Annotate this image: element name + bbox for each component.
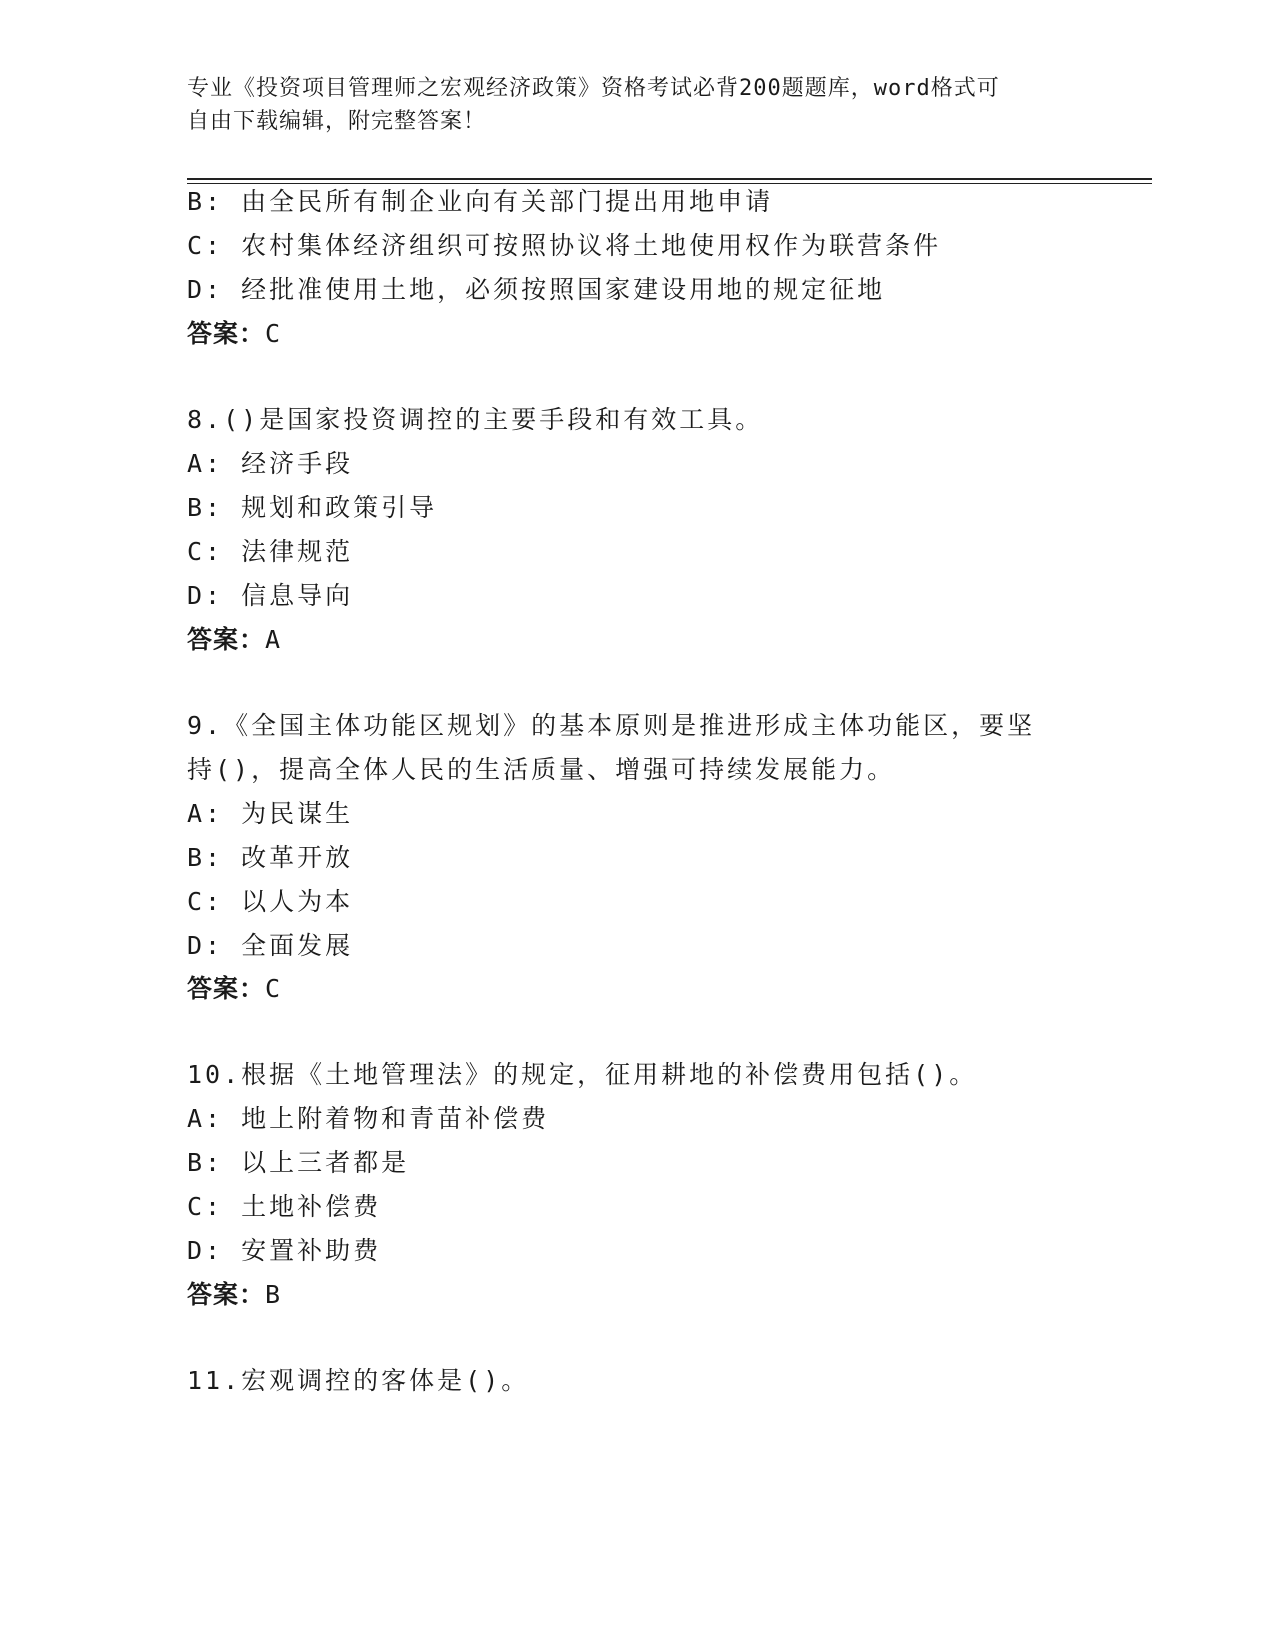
prev-option-c: C: 农村集体经济组织可按照协议将土地使用权作为联营条件 [187,231,942,260]
q8-option-a: A: 经济手段 [187,449,354,478]
document-header [187,72,1067,138]
header-divider-thick [187,178,1152,180]
q9-stem-line-1: 9.《全国主体功能区规划》的基本原则是推进形成主体功能区，要坚 [187,711,1036,740]
q9-stem-line-2: 持()，提高全体人民的生活质量、增强可持续发展能力。 [187,755,896,784]
answer-label: 答案： [187,625,266,654]
q10-answer [187,1277,281,1313]
q10-option-b: B: 以上三者都是 [187,1148,410,1177]
answer-label: 答案： [187,974,266,1003]
q9-option-b: B: 改革开放 [187,843,354,872]
answer-value: C [265,974,282,1003]
answer-label: 答案： [187,319,266,348]
q8-answer [187,622,281,658]
q10-option-d: D: 安置补助费 [187,1236,382,1265]
q8-option-c: C: 法律规范 [187,537,354,566]
q11-stem: 11.宏观调控的客体是()。 [187,1366,530,1395]
q10-option-c: C: 土地补偿费 [187,1192,382,1221]
header-line-1: 专业《投资项目管理师之宏观经济政策》资格考试必背200题题库，word格式可 [187,76,1000,101]
q9-option-d: D: 全面发展 [187,931,354,960]
q10-option-a: A: 地上附着物和青苗补偿费 [187,1104,550,1133]
header-line-2: 自由下载编辑，附完整答案！ [187,109,487,134]
q9-option-c: C: 以人为本 [187,887,354,916]
prev-option-b: B: 由全民所有制企业向有关部门提出用地申请 [187,187,774,216]
answer-value: A [265,625,282,654]
q9-answer [187,971,281,1007]
q8-option-d: D: 信息导向 [187,581,354,610]
answer-value: B [265,1280,282,1309]
answer-label: 答案： [187,1280,266,1309]
q8-option-b: B: 规划和政策引导 [187,493,438,522]
prev-answer [187,316,281,352]
answer-value: C [265,319,282,348]
q8-stem: 8.()是国家投资调控的主要手段和有效工具。 [187,405,764,434]
prev-option-d: D: 经批准使用土地，必须按照国家建设用地的规定征地 [187,275,886,304]
q10-stem: 10.根据《土地管理法》的规定，征用耕地的补偿费用包括()。 [187,1060,978,1089]
q9-option-a: A: 为民谋生 [187,799,354,828]
